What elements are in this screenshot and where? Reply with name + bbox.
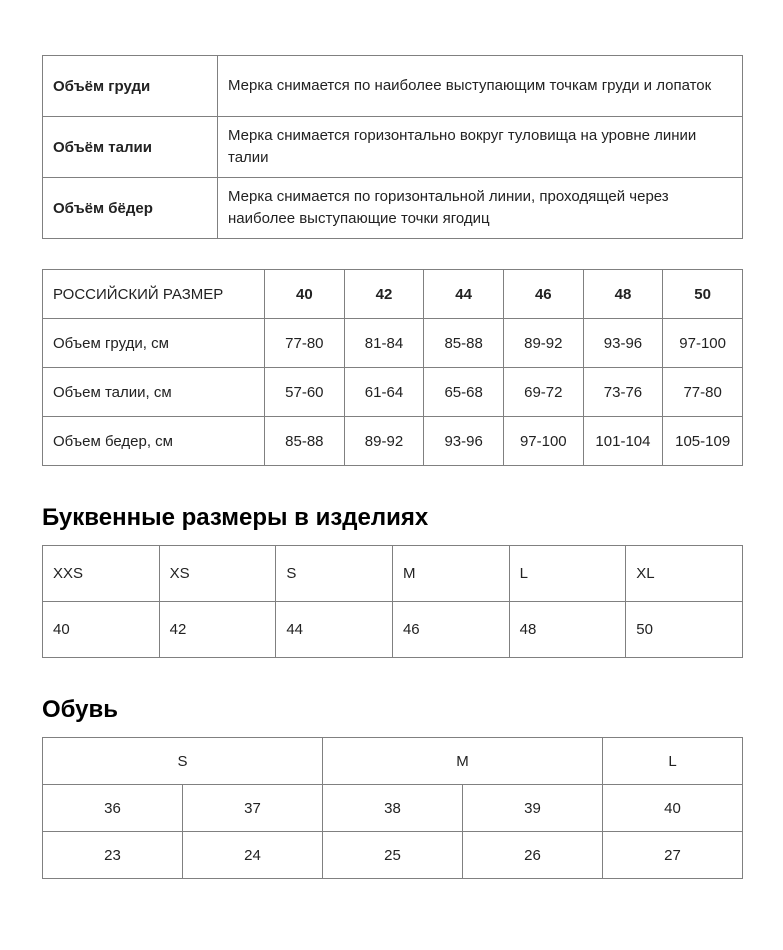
size-number-cell: 50 (663, 270, 743, 319)
shoe-eu-size-cell: 38 (323, 785, 463, 832)
measurement-value-cell: 97-100 (503, 417, 583, 466)
table-row (43, 56, 743, 117)
shoe-eu-size-cell: 37 (183, 785, 323, 832)
size-number-cell: 40 (265, 270, 345, 319)
table-row (43, 602, 743, 658)
letter-size-cell: XS (159, 546, 276, 602)
shoe-eu-size-cell: 36 (43, 785, 183, 832)
table-header-row (43, 270, 743, 319)
measurement-name-cell: Объём груди (43, 56, 218, 117)
shoe-group-header-cell: M (323, 738, 603, 785)
measurement-value-cell: 73-76 (583, 368, 663, 417)
letter-sizes-table (42, 545, 743, 658)
table-row (43, 832, 743, 879)
size-number-cell: 48 (583, 270, 663, 319)
numeric-size-cell: 50 (626, 602, 743, 658)
measurement-value-cell: 85-88 (265, 417, 345, 466)
measurement-value-cell: 89-92 (344, 417, 424, 466)
shoe-cm-size-cell: 24 (183, 832, 323, 879)
shoes-heading: Обувь (42, 696, 119, 723)
measurement-value-cell: 77-80 (663, 368, 743, 417)
letter-size-cell: L (509, 546, 626, 602)
numeric-size-cell: 40 (43, 602, 160, 658)
measurement-row-label-cell: Объем талии, см (43, 368, 265, 417)
shoe-eu-size-cell: 39 (463, 785, 603, 832)
measurement-definitions-table (42, 55, 743, 239)
measurement-value-cell: 85-88 (424, 319, 504, 368)
measurement-value-cell: 81-84 (344, 319, 424, 368)
table-row (43, 368, 743, 417)
russian-sizes-table (42, 269, 743, 466)
size-number-cell: 46 (503, 270, 583, 319)
shoe-cm-size-cell: 25 (323, 832, 463, 879)
shoe-cm-size-cell: 26 (463, 832, 603, 879)
shoe-cm-size-cell: 27 (603, 832, 743, 879)
numeric-size-cell: 42 (159, 602, 276, 658)
measurement-value-cell: 69-72 (503, 368, 583, 417)
letter-size-cell: M (392, 546, 509, 602)
table-header-row (43, 546, 743, 602)
measurement-name-cell: Объём талии (43, 117, 218, 178)
measurement-value-cell: 61-64 (344, 368, 424, 417)
measurement-value-cell: 101-104 (583, 417, 663, 466)
shoe-group-header-cell: S (43, 738, 323, 785)
measurement-value-cell: 105-109 (663, 417, 743, 466)
numeric-size-cell: 46 (392, 602, 509, 658)
measurement-row-label-cell: Объем бедер, см (43, 417, 265, 466)
table-row (43, 785, 743, 832)
measurement-value-cell: 65-68 (424, 368, 504, 417)
table-row (43, 319, 743, 368)
table-row (43, 117, 743, 178)
measurement-value-cell: 97-100 (663, 319, 743, 368)
numeric-size-cell: 48 (509, 602, 626, 658)
letter-size-cell: XXS (43, 546, 160, 602)
size-number-cell: 42 (344, 270, 424, 319)
measurement-value-cell: 93-96 (583, 319, 663, 368)
table-header-row (43, 738, 743, 785)
size-table-header-cell: РОССИЙСКИЙ РАЗМЕР (43, 270, 265, 319)
size-number-cell: 44 (424, 270, 504, 319)
letter-size-cell: XL (626, 546, 743, 602)
shoe-group-header-cell: L (603, 738, 743, 785)
measurement-name-cell: Объём бёдер (43, 178, 218, 239)
shoe-eu-size-cell: 40 (603, 785, 743, 832)
measurement-value-cell: 89-92 (503, 319, 583, 368)
measurement-description-cell: Мерка снимается по наиболее выступающим точкам груди и лопаток (218, 56, 743, 117)
measurement-value-cell: 93-96 (424, 417, 504, 466)
numeric-size-cell: 44 (276, 602, 393, 658)
table-row (43, 178, 743, 239)
shoe-cm-size-cell: 23 (43, 832, 183, 879)
measurement-value-cell: 57-60 (265, 368, 345, 417)
measurement-row-label-cell: Объем груди, см (43, 319, 265, 368)
letter-size-cell: S (276, 546, 393, 602)
table-row (43, 417, 743, 466)
letter-sizes-heading: Буквенные размеры в изделиях (42, 504, 429, 531)
measurement-description-cell: Мерка снимается по горизонтальной линии, проходящей через наиболее выступающие точки ягодиц (218, 178, 743, 239)
measurement-description-cell: Мерка снимается горизонтально вокруг туловища на уровне линии талии (218, 117, 743, 178)
shoe-sizes-table (42, 737, 743, 879)
measurement-value-cell: 77-80 (265, 319, 345, 368)
